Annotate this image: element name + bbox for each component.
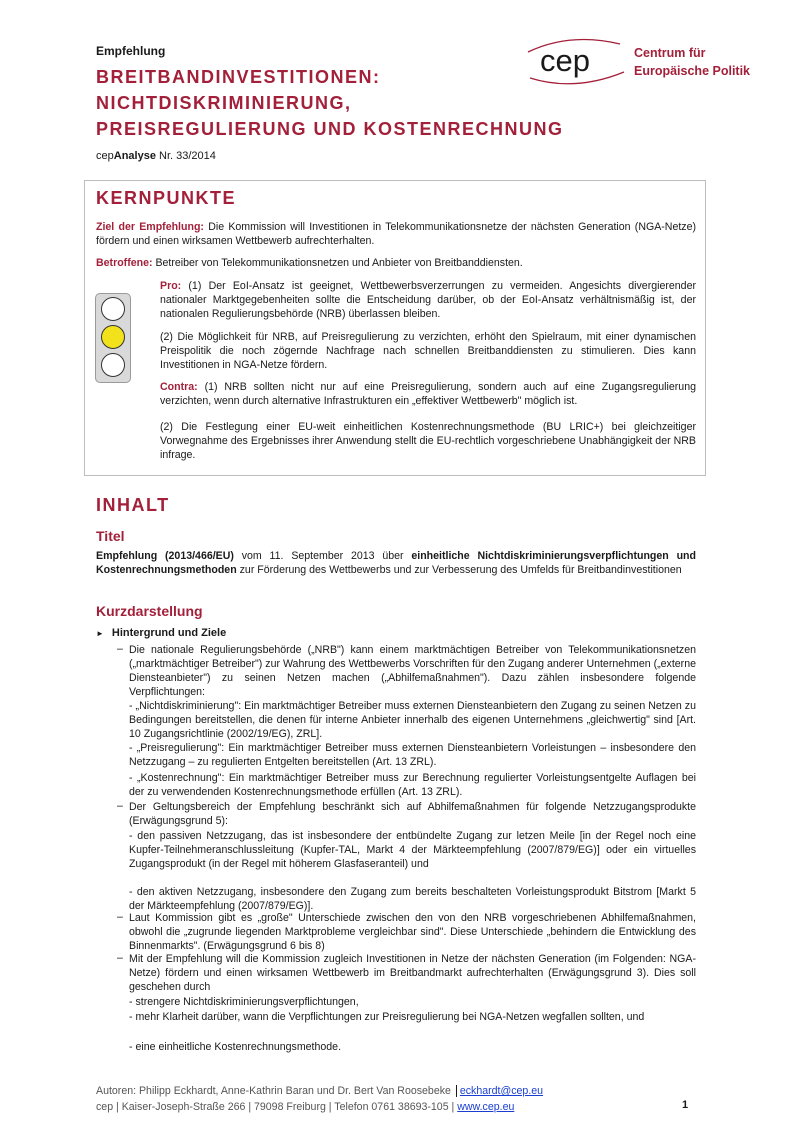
triangle-bullet-icon: ► — [96, 629, 104, 638]
list-item: - den passiven Netzzugang, das ist insbesondere der entbündelte Zugang zur letzen Meile [in der Regel noch eine Kupfer-Teilnehmeranschlussleitung (Kupfer-TAL, Markt 4 der Märkteempfehlung (2007/879/EG)] oder ein virtuelles Zugangsprodukt (in der Regel mit höherem Glasfaseranteil) und — [129, 830, 696, 870]
website-link[interactable]: www.cep.eu — [457, 1101, 515, 1113]
series-prefix: cep — [96, 150, 114, 162]
betroffene-paragraph — [96, 256, 696, 270]
titel-bold-1: Empfehlung (2013/466/EU) — [96, 550, 234, 562]
ziel-paragraph — [96, 220, 696, 248]
pro-label: Pro: — [160, 280, 182, 292]
bullet-hintergrund — [96, 627, 226, 639]
titel-heading: Titel — [96, 528, 125, 544]
titel-text-2: zur Förderung des Wettbewerbs und zur Verbesserung des Umfelds für Breitbandinvestitionen — [236, 564, 682, 576]
ziel-text: Die Kommission will Investitionen in Telekommunikationsnetze der nächsten Generation (NGA-Netze) fördern und einen wirksamen Wettbewerb aufrechterhalten. — [96, 221, 697, 247]
traffic-light-yellow-lamp — [101, 325, 125, 349]
logo-text — [634, 44, 750, 80]
titel-bold-2: einheitliche Nichtdiskriminierungsverpflichtungen und Kostenrechnungsmethoden — [96, 550, 696, 576]
title-line-3: PREISREGULIERUNG UND KOSTENRECHNUNG — [96, 119, 564, 139]
traffic-light-green-lamp — [101, 353, 125, 377]
pro-1-paragraph — [160, 279, 696, 321]
list-item: Mit der Empfehlung will die Kommission zugleich Investitionen in Netze der nächsten Generation (im Folgenden: NGA-Netze) fördern und einen wirksamen Wettbewerb im Breitbandmarkt aufrechterhalten (Erwägungsgrund 3). Dies soll geschehen durch — [129, 953, 696, 993]
kurzdarstellung-heading: Kurzdarstellung — [96, 603, 203, 619]
titel-text-1: vom 11. September 2013 über — [233, 550, 412, 562]
series-bold: Analyse — [113, 150, 156, 162]
contra-1-paragraph — [160, 380, 696, 408]
footer-authors — [96, 1083, 543, 1099]
pro-2-paragraph: (2) Die Möglichkeit für NRB, auf Preisregulierung zu verzichten, erhöht den Spielraum, mit einer dynamischen Preispolitik die noch zögernde Nachfrage nach schnellen Breitbanddiensten zu stimulieren. Dies kann Investitionen in NGA-Netze fördern. — [160, 331, 696, 371]
bullet-label: Hintergrund und Ziele — [111, 627, 227, 639]
ziel-label: Ziel der Empfehlung: — [96, 221, 204, 233]
footer-address — [96, 1099, 543, 1115]
document-title — [96, 64, 576, 142]
title-line-1: BREITBANDINVESTITIONEN: — [96, 67, 381, 87]
author-email-link[interactable]: eckhardt@cep.eu — [456, 1085, 543, 1097]
page-number: 1 — [682, 1099, 689, 1111]
authors-text: Autoren: Philipp Eckhardt, Anne-Kathrin Baran und Dr. Bert Van Roosebeke — [96, 1085, 451, 1097]
list-item: - „Preisregulierung": Ein marktmächtiger Betreiber muss externen Diensteanbietern Vorleistungen – insbesondere den Netzzugang – zu regulierten Entgelten bereitstellen (Art. 13 ZRL). — [129, 742, 696, 768]
dash-icon: – — [117, 911, 123, 923]
inhalt-heading: INHALT — [96, 495, 170, 515]
list-item: - „Nichtdiskriminierung": Ein marktmächtiger Betreiber muss externen Diensteanbietern den Zugang zu seinen Netzen zu Bedingungen bereitstellen, die denen für interne Anbieter innerhalb des eigenen Unternehmens „gleichwertig" sind [Art. 10 Zugangsrichtlinie (2002/19/EG), ZRL]. — [129, 700, 696, 740]
traffic-light-red-lamp — [101, 297, 125, 321]
logo-line-1: Centrum für — [634, 46, 706, 60]
list-item: - den aktiven Netzzugang, insbesondere den Zugang zum bereits beschalteten Vorleistungsprodukt Bitstrom [Markt 5 der Märkteempfehlung (2007/879/EG)]. — [129, 886, 696, 912]
series-rest: Nr. 33/2014 — [155, 150, 216, 162]
document-type: Empfehlung — [96, 44, 166, 58]
address-text: cep | Kaiser-Joseph-Straße 266 | 79098 Freiburg | Telefon 0761 38693-105 | — [96, 1101, 455, 1113]
betroffene-text: Betreiber von Telekommunikationsnetzen und Anbieter von Breitbanddiensten. — [152, 257, 523, 269]
list-item: Laut Kommission gibt es „große" Unterschiede zwischen den von den NRB vorgeschriebenen Abhilfemaßnahmen, obwohl die „zugrunde liegenden Marktprobleme vergleichbar sind". Diese Unterschiede „behindern die Entwicklung des Binnenmarkts". (Erwägungsgrund 6 bis 8) — [129, 912, 696, 952]
traffic-light-icon — [95, 293, 131, 383]
list-item: - mehr Klarheit darüber, wann die Verpflichtungen zur Preisregulierung bei NGA-Netzen wegfallen sollten, und — [129, 1011, 645, 1023]
dash-icon: – — [117, 800, 123, 812]
contra-label: Contra: — [160, 381, 198, 393]
series-number — [96, 150, 216, 162]
dash-icon: – — [117, 952, 123, 964]
footer — [96, 1083, 543, 1115]
list-item: Die nationale Regulierungsbehörde („NRB") kann einem marktmächtigen Betreiber von Telekommunikationsnetzen („marktmächtiger Betreiber") zur Wahrung des Wettbewerbs Vorschriften für den Zugang anderer Unternehmen („externe Diensteanbieter") zu seinen Netzen machen („Abhilfemaßnahmen"). Dazu zählen insbesondere folgende Verpflichtungen: — [129, 644, 696, 698]
list-item: - eine einheitliche Kostenrechnungsmethode. — [129, 1041, 342, 1053]
list-item: - strengere Nichtdiskriminierungsverpflichtungen, — [129, 996, 359, 1008]
title-line-2: NICHTDISKRIMINIERUNG, — [96, 93, 352, 113]
dash-icon: – — [117, 643, 123, 655]
titel-paragraph — [96, 549, 696, 577]
list-item: - „Kostenrechnung": Ein marktmächtiger Betreiber muss zur Berechnung regulierter Vorleistungsentgelte Auflagen bei der zu verwendenden Kostenrechnungsmethode erfüllen (Art. 13 ZRL). — [129, 772, 696, 798]
betroffene-label: Betroffene: — [96, 257, 153, 269]
kernpunkte-heading: KERNPUNKTE — [96, 188, 237, 208]
pro-1-text: (1) Der EoI-Ansatz ist geeignet, Wettbewerbsverzerrungen zu vermeiden. Angesichts divergierender nationaler Marktgegebenheiten sollte die Entscheidung darüber, ob der EoI-Ansatz verhältnismäßig ist, der nationalen Regulierungsbehörde (NRB) überlassen bleiben. — [160, 280, 696, 320]
logo-line-2: Europäische Politik — [634, 64, 751, 78]
contra-2-paragraph: (2) Die Festlegung einer EU-weit einheitlichen Kostenrechnungsmethode (BU LRIC+) bei gleichzeitiger Vorwegnahme des Ergebnisses ihrer Anwendung stellt die EU-rechtlich vorgeschriebene Unabhängigkeit der NRB infrage. — [160, 421, 696, 461]
contra-1-text: (1) NRB sollten nicht nur auf eine Preisregulierung, sondern auch auf eine Zugangsregulierung verzichten, wenn durch alternative Infrastrukturen ein „effektiver Wettbewerb" möglich ist. — [160, 381, 696, 407]
list-item: Der Geltungsbereich der Empfehlung beschränkt sich auf Abhilfemaßnahmen für folgende Netzzugangsprodukte (Erwägungsgrund 5): — [129, 801, 696, 827]
logo-mark: cep — [540, 43, 590, 78]
